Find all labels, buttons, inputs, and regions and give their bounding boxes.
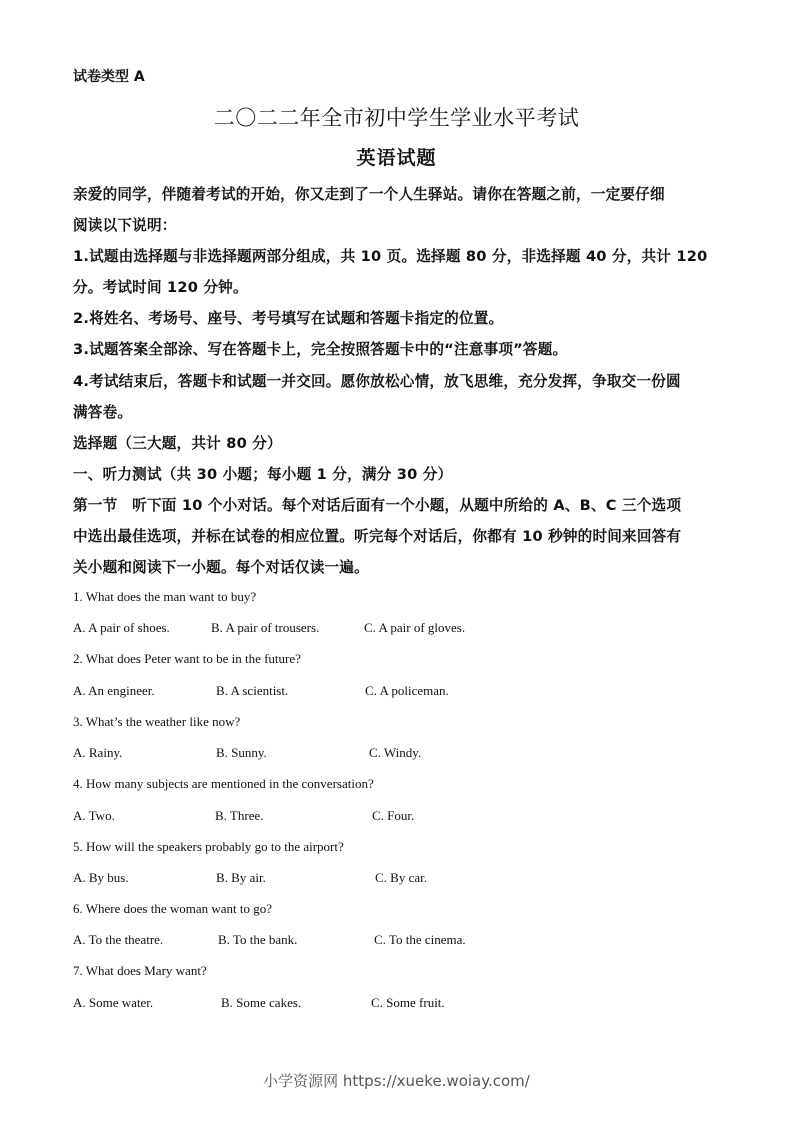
option-a: A. By bus. (73, 870, 129, 885)
intro-line-2: 阅读以下说明： (73, 217, 177, 234)
option-b: B. Three. (215, 808, 264, 823)
exam-subtitle: 英语试题 (356, 147, 437, 169)
option-c: C. To the cinema. (374, 932, 466, 947)
option-c: C. Four. (372, 808, 415, 823)
option-c: C. Some fruit. (371, 995, 445, 1010)
option-c: C. A pair of gloves. (364, 620, 466, 635)
intro-line-1: 亲爱的同学，伴随着考试的开始，你又走到了一个人生驿站。请你在答题之前，一定要仔细 (73, 186, 665, 203)
instruction-2: 2.将姓名、考场号、座号、考号填写在试题和答题卡指定的位置。 (73, 310, 504, 327)
option-c: C. Windy. (369, 745, 422, 760)
instruction-4-line-1: 4.考试结束后，答题卡和试题一并交回。愿你放松心情，放飞思维，充分发挥，争取交一份圆 (73, 373, 681, 390)
option-b: B. A pair of trousers. (211, 620, 320, 635)
sub-instruction-line-3: 关小题和阅读下一小题。每个对话仅读一遍。 (73, 559, 369, 576)
instruction-1-line-2: 分。考试时间 120 分钟。 (73, 279, 248, 296)
exam-title: 二〇二二年全市初中学生学业水平考试 (213, 106, 580, 130)
option-c: C. By car. (375, 870, 427, 885)
option-b: B. Some cakes. (221, 995, 302, 1010)
option-b: B. To the bank. (218, 932, 298, 947)
option-a: A. Rainy. (73, 745, 123, 760)
option-b: B. Sunny. (216, 745, 267, 760)
question-text: 5. How will the speakers probably go to the airport? (73, 839, 344, 854)
option-a: A. To the theatre. (73, 932, 164, 947)
question-text: 3. What’s the weather like now? (73, 714, 241, 729)
sub-instruction-line-1: 第一节 听下面 10 个小对话。每个对话后面有一个小题，从题中所给的 A、B、C 三个选项 (73, 497, 682, 514)
option-a: A. Some water. (73, 995, 154, 1010)
option-b: B. A scientist. (216, 683, 289, 698)
section-heading: 选择题（三大题，共计 80 分） (73, 435, 282, 452)
instruction-3: 3.试题答案全部涂、写在答题卡上，完全按照答题卡中的“注意事项”答题。 (73, 341, 568, 358)
paper-type-label: 试卷类型 A (73, 69, 145, 85)
sub-instruction-line-2: 中选出最佳选项，并标在试卷的相应位置。听完每个对话后，你都有 10 秒钟的时间来回答有 (73, 528, 682, 545)
question-text: 1. What does the man want to buy? (73, 589, 257, 604)
option-b: B. By air. (216, 870, 266, 885)
question-text: 6. Where does the woman want to go? (73, 901, 273, 916)
question-text: 7. What does Mary want? (73, 963, 207, 978)
option-a: A. A pair of shoes. (73, 620, 170, 635)
option-a: A. An engineer. (73, 683, 155, 698)
instruction-4-line-2: 满答卷。 (73, 404, 133, 421)
instruction-1-line-1: 1.试题由选择题与非选择题两部分组成，共 10 页。选择题 80 分，非选择题 40 分，共计 120 (73, 248, 708, 265)
part-one-heading: 一、听力测试（共 30 小题；每小题 1 分，满分 30 分） (73, 466, 453, 483)
question-text: 4. How many subjects are mentioned in the conversation? (73, 776, 374, 791)
option-a: A. Two. (73, 808, 115, 823)
watermark-footer: 小学资源网 https://xueke.woiay.com/ (263, 1072, 530, 1090)
option-c: C. A policeman. (365, 683, 449, 698)
question-text: 2. What does Peter want to be in the future? (73, 651, 301, 666)
